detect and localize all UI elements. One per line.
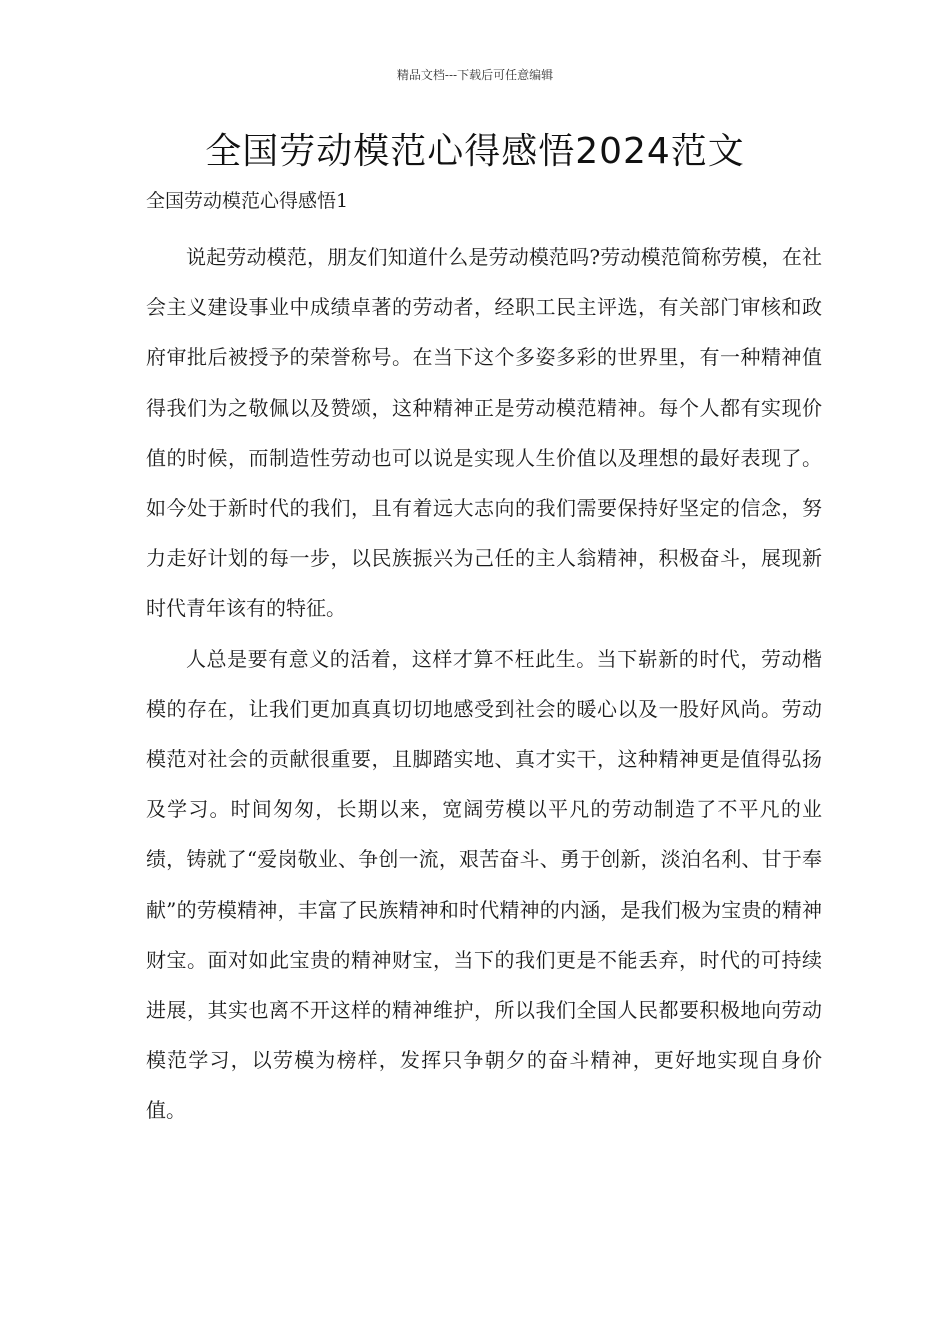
document-title: 全国劳动模范心得感悟2024范文	[205, 131, 745, 172]
paragraph-1: 说起劳动模范，朋友们知道什么是劳动模范吗?劳动模范简称劳模，在社会主义建设事业中成绩卓著的劳动者，经职工民主评选，有关部门审核和政府审批后被授予的荣誉称号。在当下这个多姿多彩的世界里，有一种精神值得我们为之敬佩以及赞颂，这种精神正是劳动模范精神。每个人都有实现价值的时候，而制造性劳动也可以说是实现人生价值以及理想的最好表现了。如今处于新时代的我们，且有着远大志向的我们需要保持好坚定的信念，努力走好计划的每一步，以民族振兴为己任的主人翁精神，积极奋斗，展现新时代青年该有的特征。	[146, 245, 822, 621]
page-header: 精品文档---下载后可任意编辑	[396, 68, 554, 82]
document-body	[146, 182, 822, 1136]
section-heading: 全国劳动模范心得感悟1	[146, 190, 349, 212]
paragraph-2: 人总是要有意义的活着，这样才算不枉此生。当下崭新的时代，劳动楷模的存在，让我们更加真真切切地感受到社会的暖心以及一股好风尚。劳动模范对社会的贡献很重要，且脚踏实地、真才实干，这种精神更是值得弘扬及学习。时间匆匆，长期以来，宽阔劳模以平凡的劳动制造了不平凡的业绩，铸就了“爱岗敬业、争创一流，艰苦奋斗、勇于创新，淡泊名利、甘于奉献”的劳模精神，丰富了民族精神和时代精神的内涵，是我们极为宝贵的精神财宝。面对如此宝贵的精神财宝，当下的我们更是不能丢弃，时代的可持续进展，其实也离不开这样的精神维护，所以我们全国人民都要积极地向劳动模范学习，以劳模为榜样，发挥只争朝夕的奋斗精神，更好地实现自身价值。	[146, 646, 822, 1123]
